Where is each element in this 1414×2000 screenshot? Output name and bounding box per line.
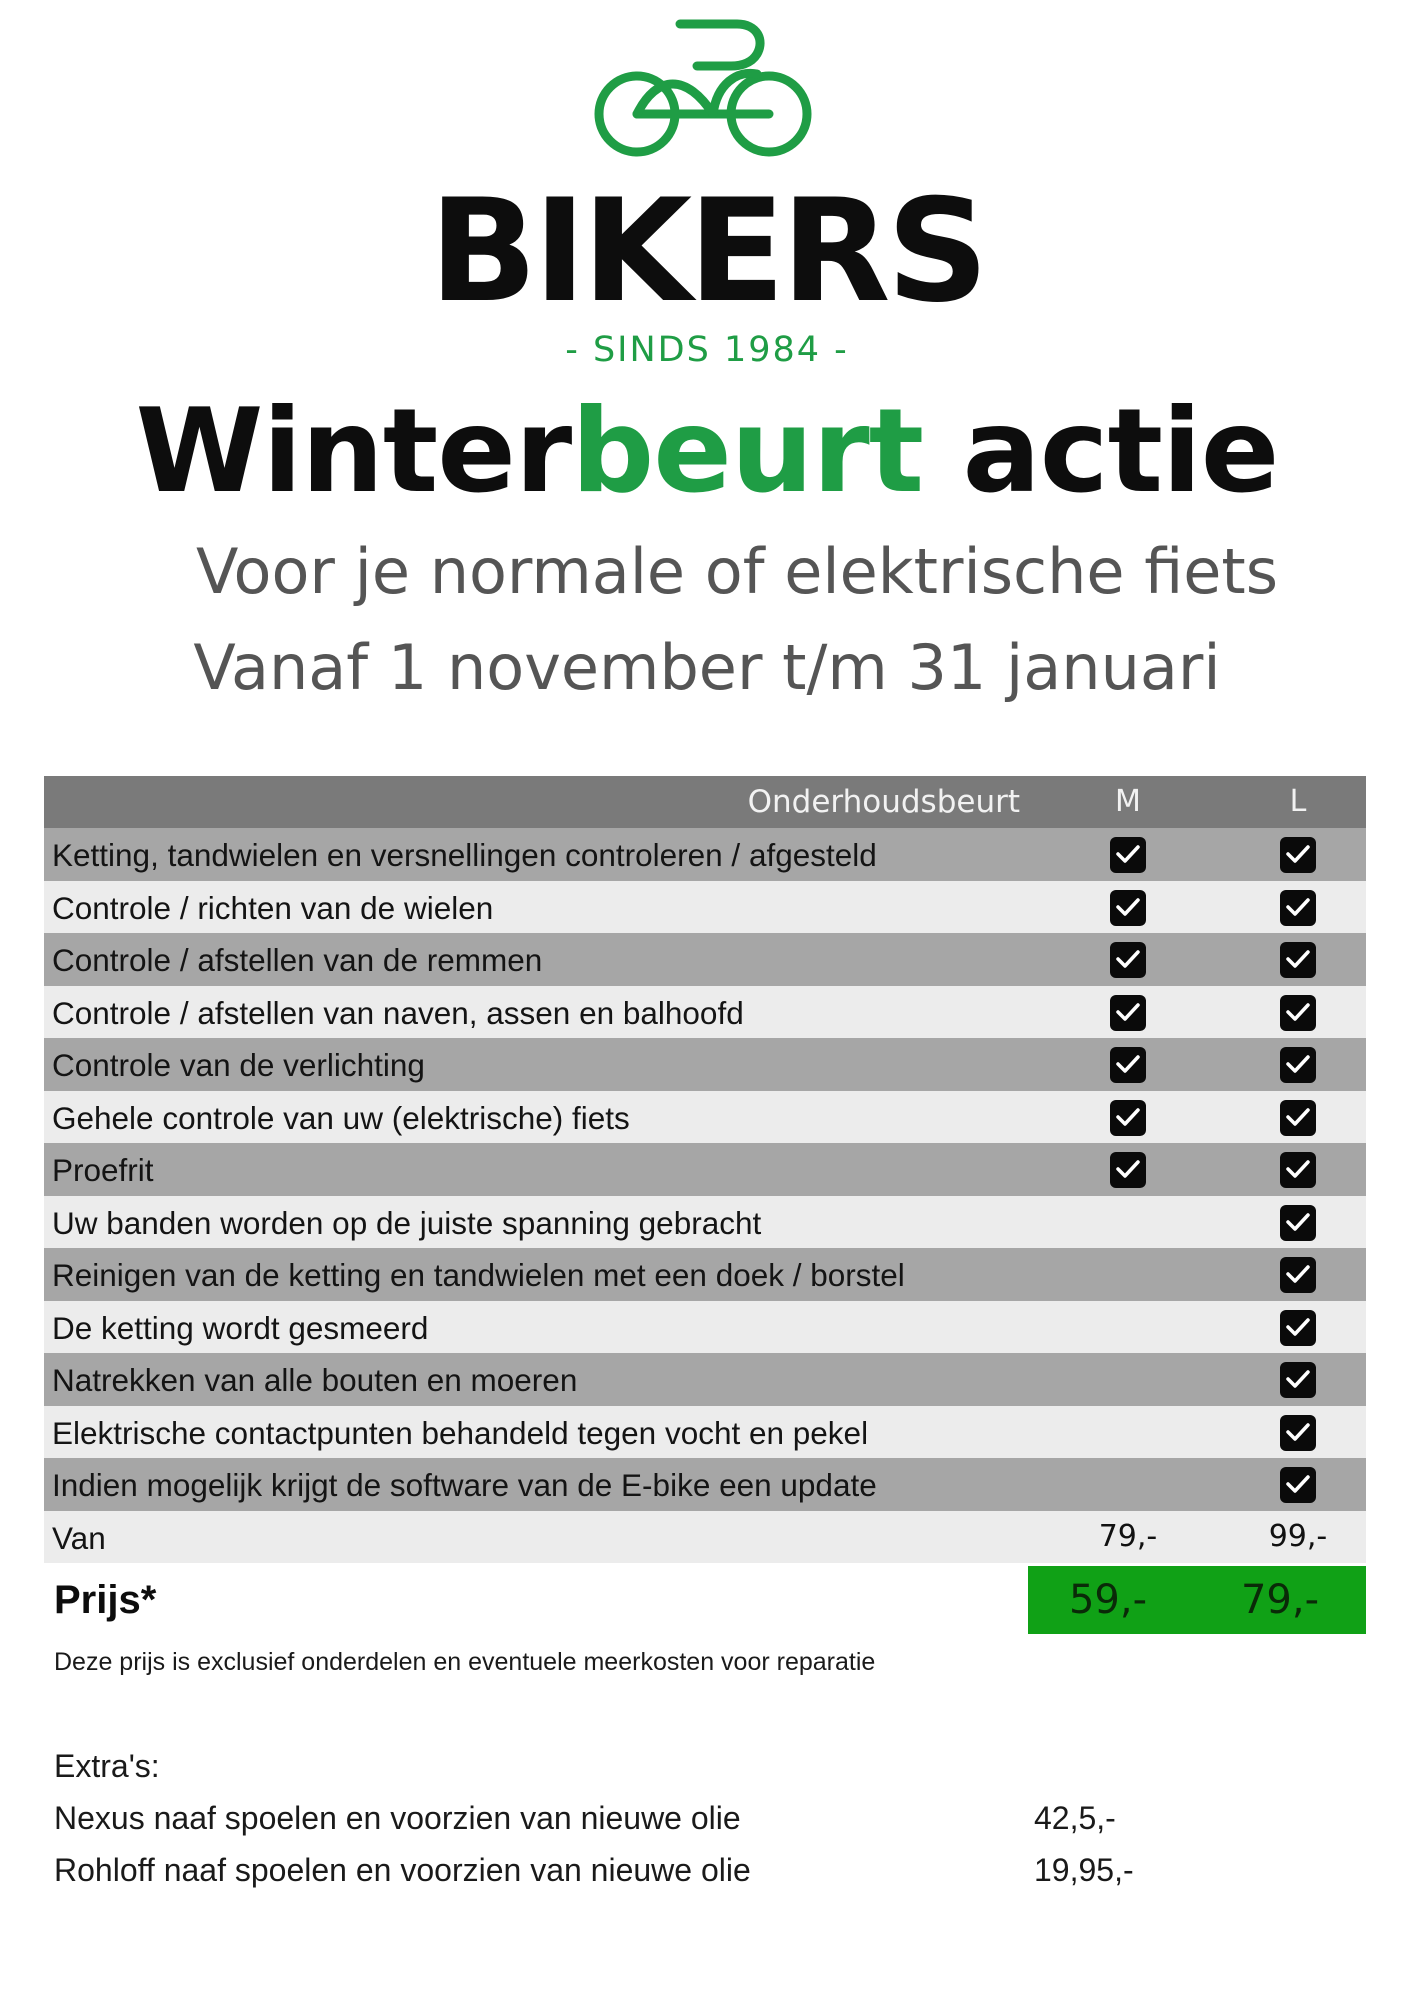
table-row <box>44 881 1366 934</box>
row-label: De ketting wordt gesmeerd <box>52 1309 429 1346</box>
table-row <box>44 1353 1366 1406</box>
checkbox-checked-icon <box>1280 995 1316 1031</box>
maintenance-table <box>44 776 1366 1563</box>
title-part-3: actie <box>923 384 1279 519</box>
table-row <box>44 1143 1366 1196</box>
extras-heading: Extra's: <box>54 1748 160 1784</box>
table-row <box>44 1248 1366 1301</box>
checkbox-checked-icon <box>1110 1152 1146 1188</box>
checkbox-checked-icon <box>1110 1100 1146 1136</box>
col-l-header: L <box>1289 784 1307 819</box>
van-label: Van <box>52 1519 106 1556</box>
page-title <box>0 372 1414 532</box>
title-part-2: beurt <box>571 384 924 519</box>
checkbox-checked-icon <box>1110 995 1146 1031</box>
extra-item-price: 19,95,- <box>1034 1852 1134 1888</box>
van-price-m: 79,- <box>1098 1518 1158 1554</box>
row-label: Proefrit <box>52 1152 154 1188</box>
checkbox-checked-icon <box>1280 890 1316 926</box>
van-price-l: 99,- <box>1268 1518 1328 1554</box>
col-m-header: M <box>1115 784 1141 819</box>
van-row <box>44 1511 1366 1564</box>
row-label: Uw banden worden op de juiste spanning gebracht <box>52 1204 762 1241</box>
extra-item-label: Nexus naaf spoelen en voorzien van nieuwe olie <box>54 1800 741 1836</box>
checkbox-checked-icon <box>1280 1257 1316 1293</box>
extra-item-label: Rohloff naaf spoelen en voorzien van nieuwe olie <box>54 1852 751 1888</box>
bicycle-icon <box>587 14 827 164</box>
header-label: Onderhoudsbeurt <box>747 784 1020 820</box>
table-body <box>44 828 1366 1511</box>
row-label: Elektrische contactpunten behandeld tegen vocht en pekel <box>52 1414 869 1451</box>
table-row <box>44 828 1366 881</box>
table-row <box>44 1458 1366 1511</box>
table-header <box>44 776 1366 828</box>
title-part-1: Winter <box>135 384 572 519</box>
table-row <box>44 1196 1366 1249</box>
subtitle: Voor je normale of elektrische fiets <box>195 535 1279 608</box>
checkbox-checked-icon <box>1280 1467 1316 1503</box>
table-row <box>44 933 1366 986</box>
table-row <box>44 1091 1366 1144</box>
checkbox-checked-icon <box>1280 837 1316 873</box>
checkbox-checked-icon <box>1110 1047 1146 1083</box>
checkbox-checked-icon <box>1280 1362 1316 1398</box>
row-label: Indien mogelijk krijgt de software van de E-bike een update <box>52 1467 877 1503</box>
checkbox-checked-icon <box>1280 942 1316 978</box>
table-row <box>44 1301 1366 1354</box>
brand-name: BIKERS <box>429 169 985 334</box>
row-label: Reinigen van de ketting en tandwielen met een doek / borstel <box>52 1257 905 1293</box>
row-label: Natrekken van alle bouten en moeren <box>52 1362 578 1398</box>
price-l: 79,- <box>1240 1577 1320 1623</box>
price-m: 59,- <box>1068 1577 1148 1623</box>
checkbox-checked-icon <box>1110 837 1146 873</box>
period: Vanaf 1 november t/m 31 januari <box>193 631 1221 704</box>
row-label: Controle / richten van de wielen <box>52 889 494 926</box>
table-row <box>44 1038 1366 1091</box>
checkbox-checked-icon <box>1110 890 1146 926</box>
logo <box>0 14 1414 164</box>
checkbox-checked-icon <box>1110 942 1146 978</box>
checkbox-checked-icon <box>1280 1100 1316 1136</box>
price-label: Prijs* <box>54 1578 157 1622</box>
row-label: Controle / afstellen van de remmen <box>52 942 543 978</box>
row-label: Controle van de verlichting <box>52 1047 425 1083</box>
row-label: Gehele controle van uw (elektrische) fiets <box>52 1099 630 1136</box>
row-label: Controle / afstellen van naven, assen en balhoofd <box>52 994 744 1031</box>
checkbox-checked-icon <box>1280 1415 1316 1451</box>
checkbox-checked-icon <box>1280 1310 1316 1346</box>
price-note: Deze prijs is exclusief onderdelen en eventuele meerkosten voor reparatie <box>54 1648 876 1676</box>
checkbox-checked-icon <box>1280 1047 1316 1083</box>
checkbox-checked-icon <box>1280 1205 1316 1241</box>
row-label: Ketting, tandwielen en versnellingen controleren / afgesteld <box>52 837 877 873</box>
checkbox-checked-icon <box>1280 1152 1316 1188</box>
extra-item-price: 42,5,- <box>1034 1800 1116 1836</box>
price-box <box>1028 1566 1366 1634</box>
price-row <box>44 1566 1366 1634</box>
table-row <box>44 986 1366 1039</box>
since-tagline: - SINDS 1984 - <box>565 330 849 370</box>
table-row <box>44 1406 1366 1459</box>
